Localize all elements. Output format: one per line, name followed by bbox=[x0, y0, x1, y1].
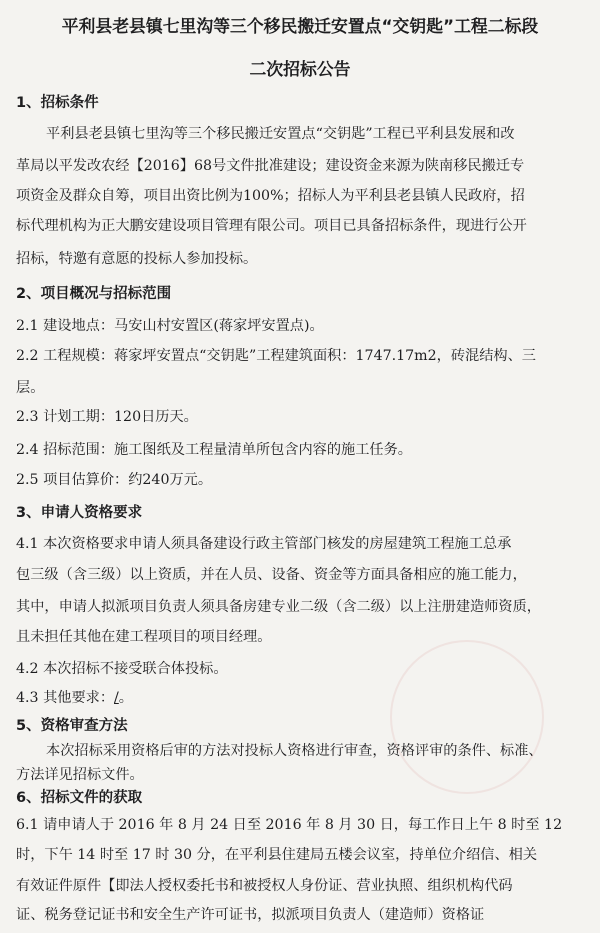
paragraph-line: 招标，特邀有意愿的投标人参加投标。 bbox=[16, 251, 258, 267]
title-line-2: 二次招标公告 bbox=[249, 60, 351, 80]
paragraph-line: 4.2 本次招标不接受联合体投标。 bbox=[16, 661, 228, 677]
paragraph-line: 时，下午 14 时至 17 时 30 分，在平利县住建局五楼会议室，持单位介绍信、相关 bbox=[16, 847, 538, 863]
section-5-heading: 5、资格审查方法 bbox=[16, 718, 128, 734]
paragraph-line: 革局以平发改农经【2016】68号文件批准建设；建设资金来源为陕南移民搬迁专 bbox=[16, 158, 525, 174]
section-1-heading: 1、招标条件 bbox=[16, 95, 99, 111]
paragraph-line: 证、税务登记证书和安全生产许可证书，拟派项目负责人（建造师）资格证 bbox=[16, 907, 485, 923]
paragraph-line: 平利县老县镇七里沟等三个移民搬迁安置点“交钥匙”工程已平利县发展和改 bbox=[46, 126, 515, 142]
paragraph-line: 包三级（含三级）以上资质，并在人员、设备、资金等方面具备相应的施工能力， bbox=[16, 567, 527, 583]
faint-seal-mark bbox=[390, 640, 544, 794]
other-requirements-value: / bbox=[114, 690, 119, 706]
paragraph-line: 且未担任其他在建工程项目的项目经理。 bbox=[16, 629, 272, 645]
other-requirements-suffix: 。 bbox=[118, 690, 133, 706]
paragraph-line: 标代理机构为正大鹏安建设项目管理有限公司。项目已具备招标条件，现进行公开 bbox=[16, 218, 527, 234]
paragraph-line: 方法详见招标文件。 bbox=[16, 767, 144, 783]
paragraph-line: 2.2 工程规模：蒋家坪安置点“交钥匙”工程建筑面积：1747.17m2，砖混结构、三 bbox=[16, 348, 536, 364]
paragraph-line: 有效证件原件【即法人授权委托书和被授权人身份证、营业执照、组织机构代码 bbox=[16, 878, 513, 894]
section-6-heading: 6、招标文件的获取 bbox=[16, 790, 143, 806]
paragraph-line: 2.1 建设地点：马安山村安置区(蒋家坪安置点)。 bbox=[16, 318, 324, 334]
section-3-heading: 3、申请人资格要求 bbox=[16, 505, 143, 521]
paragraph-line: 2.3 计划工期：120日历天。 bbox=[16, 409, 198, 425]
other-requirements-label: 4.3 其他要求： bbox=[16, 690, 115, 706]
paragraph-line: 4.1 本次资格要求申请人须具备建设行政主管部门核发的房屋建筑工程施工总承 bbox=[16, 536, 512, 552]
paragraph-line: 6.1 请申请人于 2016 年 8 月 24 日至 2016 年 8 月 30 日，每工作日上午 8 时至 12 bbox=[16, 817, 563, 833]
section-2-heading: 2、项目概况与招标范围 bbox=[16, 286, 172, 302]
paragraph-line: 本次招标采用资格后审的方法对投标人资格进行审查，资格评审的条件、标准、 bbox=[46, 743, 543, 759]
paragraph-line: 其中，申请人拟派项目负责人须具备房建专业二级（含二级）以上注册建造师资质， bbox=[16, 599, 541, 615]
paragraph-line: 2.4 招标范围：施工图纸及工程量清单所包含内容的施工任务。 bbox=[16, 442, 412, 458]
paragraph-line: 层。 bbox=[16, 380, 45, 396]
paragraph-line: 项资金及群众自筹，项目出资比例为100%；招标人为平利县老县镇人民政府，招 bbox=[16, 188, 525, 204]
paragraph-line: 2.5 项目估算价：约240万元。 bbox=[16, 472, 213, 488]
title-line-1: 平利县老县镇七里沟等三个移民搬迁安置点“交钥匙”工程二标段 bbox=[61, 17, 539, 37]
other-requirements-line bbox=[16, 688, 133, 708]
